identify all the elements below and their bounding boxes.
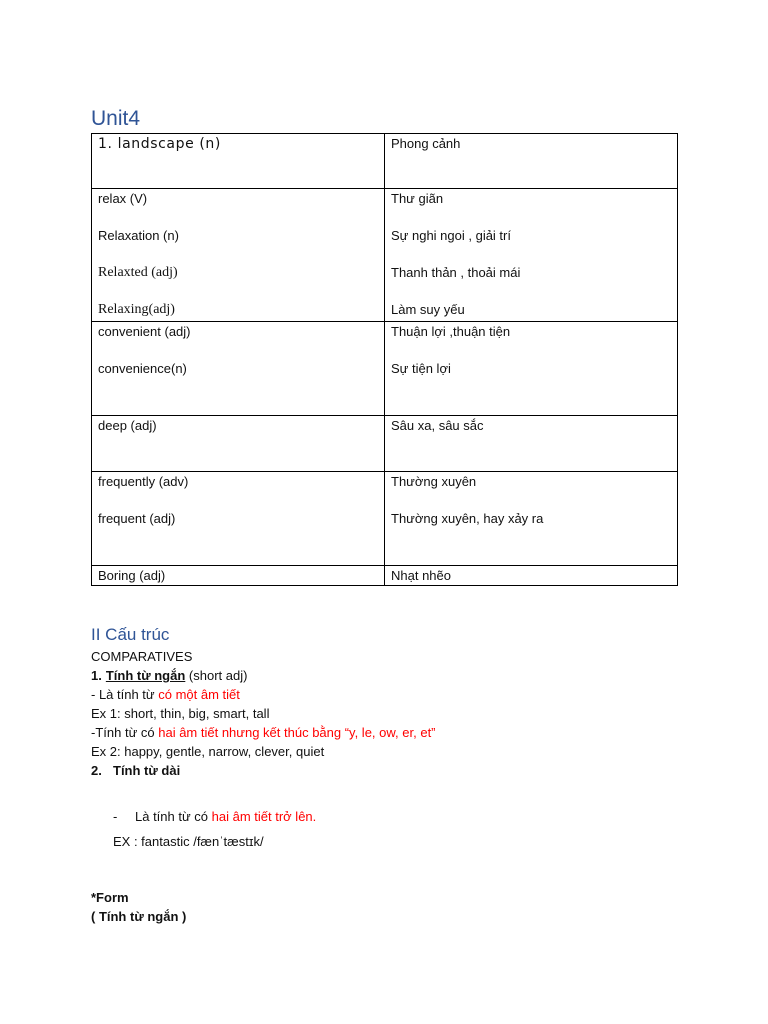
short-adj-heading [91, 666, 436, 685]
meaning-cell [385, 322, 678, 416]
highlighted-text: có một âm tiết [158, 687, 240, 702]
form-block [91, 888, 186, 926]
unit-title: Unit4 [91, 107, 141, 130]
meaning-line: Làm suy yếu [391, 302, 465, 317]
meaning-line: Thư giãn [391, 191, 444, 206]
short-adj-title: Tính từ ngắn [105, 668, 186, 683]
term-cell [92, 566, 385, 586]
table-row [92, 416, 678, 472]
meaning-line: Sâu xa, sâu sắc [391, 418, 484, 433]
section-heading: II Cấu trúc [91, 625, 170, 644]
meaning-cell [385, 189, 678, 322]
table-row [92, 566, 678, 586]
term-line: convenient (adj) [98, 324, 191, 339]
table-row [92, 189, 678, 322]
term-line: frequent (adj) [98, 511, 176, 526]
form-label: *Form [91, 890, 129, 905]
definition-text: Là tính từ có [135, 809, 212, 824]
long-adjective-block [113, 807, 316, 851]
short-adj-note: (short adj) [185, 668, 248, 683]
list-number: 2. [91, 763, 102, 778]
long-adj-definition [113, 807, 316, 826]
table-row [92, 134, 678, 189]
example-line: Ex 2: happy, gentle, narrow, clever, quiet [91, 744, 325, 759]
term-cell [92, 189, 385, 322]
term-cell [92, 322, 385, 416]
short-adjective-block [91, 647, 436, 780]
term-cell [92, 134, 385, 189]
term-line: Relaxing(adj) [98, 302, 175, 317]
term-line: frequently (adv) [98, 474, 189, 489]
term-line: Boring (adj) [98, 568, 166, 583]
term-cell [92, 472, 385, 566]
term-cell [92, 416, 385, 472]
meaning-line: Thanh thản , thoải mái [391, 265, 521, 280]
definition-text: - Là tính từ [91, 687, 159, 702]
list-number: 1. [91, 668, 102, 683]
table-row [92, 322, 678, 416]
meaning-line: Nhạt nhẽo [391, 568, 451, 583]
subheading: COMPARATIVES [91, 649, 193, 664]
long-adj-title: Tính từ dài [113, 763, 181, 778]
meaning-line: Thường xuyên, hay xảy ra [391, 511, 544, 526]
meaning-cell [385, 416, 678, 472]
meaning-line: Sự nghi ngoi , giải trí [391, 228, 511, 243]
form-subheading: ( Tính từ ngắn ) [91, 909, 187, 924]
term-line: relax (V) [98, 191, 148, 206]
term-line: Relaxted (adj) [98, 265, 178, 280]
example-line: EX : fantastic /fænˈtæstɪk/ [113, 834, 264, 849]
table-row [92, 472, 678, 566]
meaning-cell [385, 134, 678, 189]
bullet-dash: - [113, 809, 118, 824]
term-line: Relaxation (n) [98, 228, 179, 243]
definition-text: -Tính từ có [91, 725, 159, 740]
meaning-cell [385, 566, 678, 586]
meaning-line: Phong cảnh [391, 136, 461, 151]
meaning-line: Thuận lợi ,thuận tiện [391, 324, 511, 339]
vocabulary-table [91, 133, 678, 586]
short-adj-definition [91, 685, 436, 704]
highlighted-text: hai âm tiết nhưng kết thúc bằng “y, le, ow, er, et” [158, 725, 436, 740]
term-line: deep (adj) [98, 418, 157, 433]
long-adj-heading [91, 761, 436, 780]
highlighted-text: hai âm tiết trở lên. [211, 809, 317, 824]
example-line: Ex 1: short, thin, big, smart, tall [91, 706, 270, 721]
meaning-line: Thường xuyên [391, 474, 477, 489]
meaning-line: Sự tiện lợi [391, 361, 451, 376]
term-line: convenience(n) [98, 361, 187, 376]
short-adj-definition-2 [91, 723, 436, 742]
meaning-cell [385, 472, 678, 566]
term-line: 1. landscape (n) [98, 136, 221, 152]
